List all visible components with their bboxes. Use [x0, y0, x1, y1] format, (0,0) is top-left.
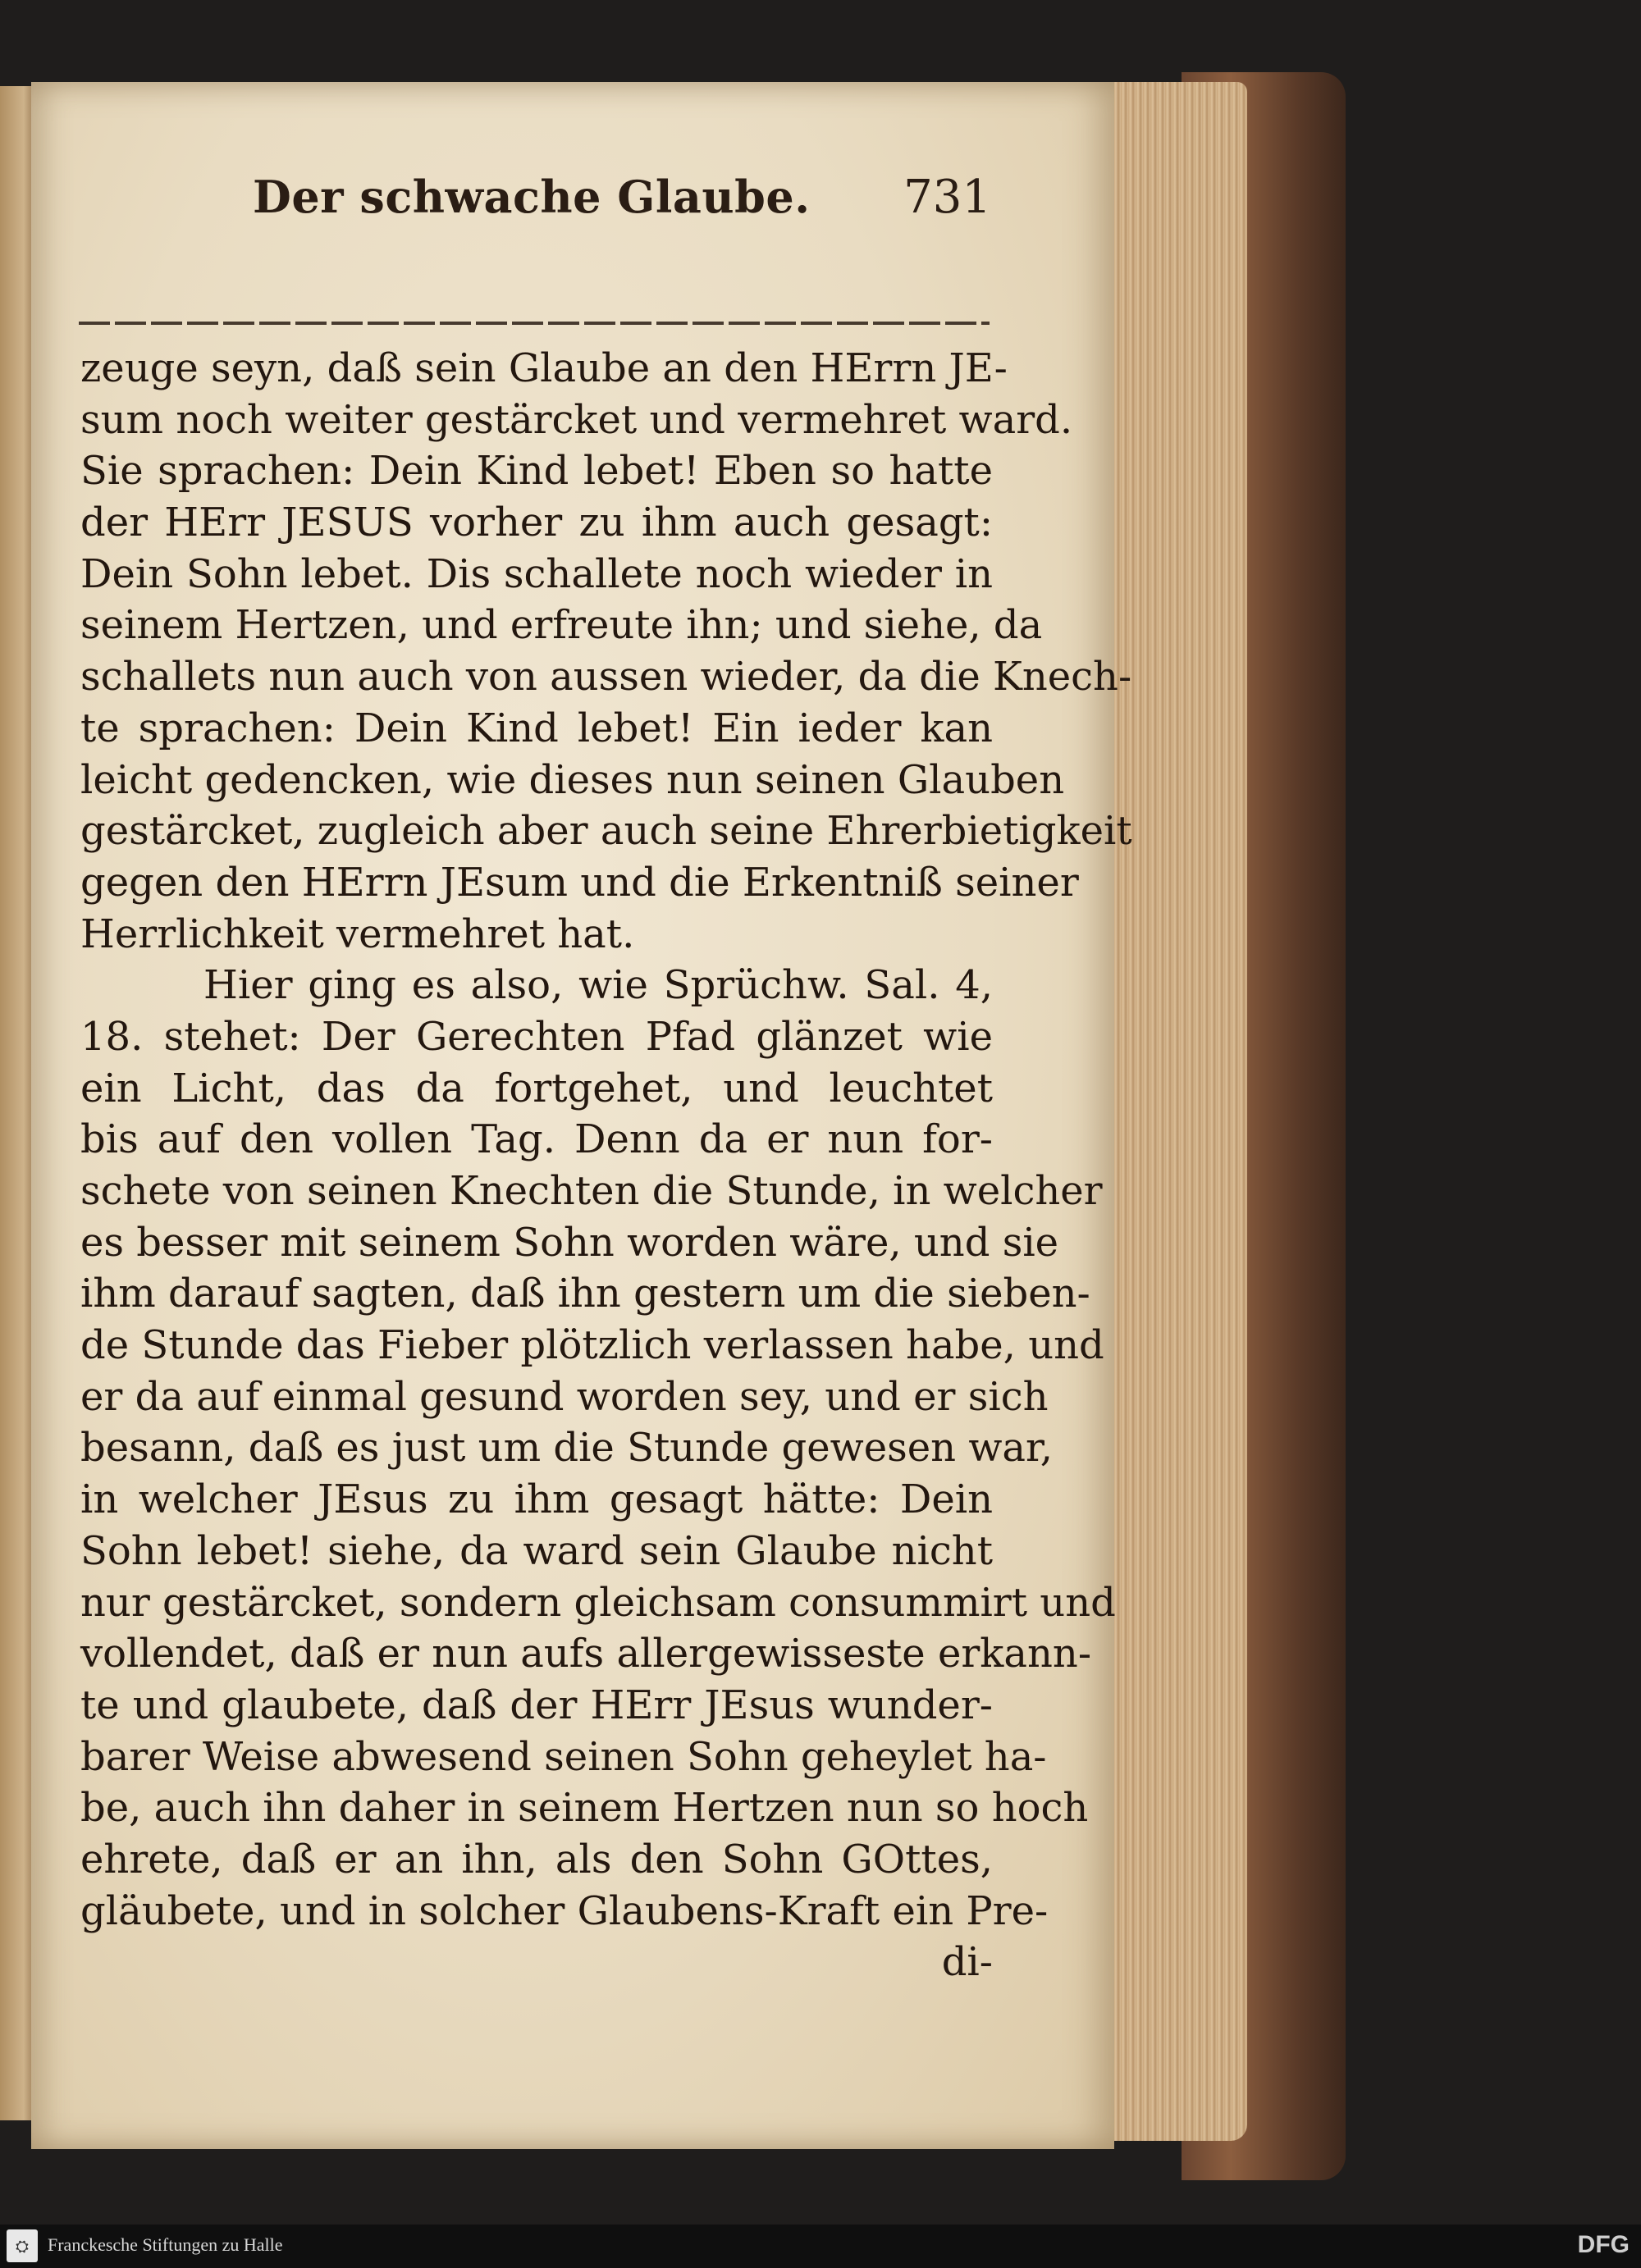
page-block-edges — [1091, 82, 1247, 2141]
text-line: te sprachen: Dein Kind lebet! Ein ieder kan — [80, 705, 993, 751]
text-line: sum noch weiter gestärcket und vermehret ward. — [80, 396, 1073, 443]
catchword: di- — [941, 1939, 993, 1986]
text-line: Herrlichkeit vermehret hat. — [80, 910, 635, 957]
book-page — [31, 82, 1132, 2149]
text-line: zeuge seyn, daß sein Glaube an den HErrn JE- — [80, 345, 1008, 391]
text-line: gegen den HErrn JEsum und die Erkentniß seiner — [80, 859, 1079, 906]
text-line: vollendet, daß er nun aufs allergewisseste erkann- — [80, 1631, 1092, 1677]
text-line: ehrete, daß er an ihn, als den Sohn GOttes, — [80, 1836, 993, 1882]
text-line: be, auch ihn daher in seinem Hertzen nun so hoch — [80, 1785, 1089, 1832]
text-line: schete von seinen Knechten die Stunde, in welcher — [80, 1168, 1103, 1214]
text-line: Sie sprachen: Dein Kind lebet! Eben so hatte — [80, 448, 993, 495]
header-rule — [79, 322, 990, 325]
text-line: besann, daß es just um die Stunde gewesen war, — [80, 1425, 1053, 1472]
text-line: Sohn lebet! siehe, da ward sein Glaube nicht — [80, 1527, 993, 1574]
text-line: nur gestärcket, sondern gleichsam consummirt und — [80, 1579, 1116, 1626]
text-line: schallets nun auch von aussen wieder, da die Knech- — [80, 654, 1132, 700]
text-line: es besser mit seinem Sohn worden wäre, und sie — [80, 1219, 1059, 1266]
text-line: leicht gedencken, wie dieses nun seinen Glauben — [80, 756, 1065, 803]
text-line: in welcher JEsus zu ihm gesagt hätte: Dein — [80, 1476, 993, 1523]
running-title: Der schwache Glaube. — [253, 171, 811, 223]
text-line: bis auf den vollen Tag. Denn da er nun for- — [80, 1116, 993, 1163]
text-line: ein Licht, das da fortgehet, und leuchtet — [80, 1065, 993, 1111]
institution-name: Franckesche Stiftungen zu Halle — [48, 2234, 283, 2255]
page-number: 731 — [903, 171, 991, 224]
viewer-footer — [0, 2225, 1641, 2268]
text-line: te und glaubete, daß der HErr JEsus wunder- — [80, 1682, 993, 1728]
text-line: gestärcket, zugleich aber auch seine Ehrerbietigkeit — [80, 808, 1132, 855]
text-line: der HErr JESUS vorher zu ihm auch gesagt: — [80, 500, 993, 546]
text-line: Hier ging es also, wie Sprüchw. Sal. 4, — [203, 962, 993, 1009]
text-line: Dein Sohn lebet. Dis schallete noch wieder in — [80, 550, 993, 597]
text-line: 18. stehet: Der Gerechten Pfad glänzet wie — [80, 1013, 993, 1060]
text-line: gläubete, und in solcher Glaubens-Kraft ein Pre- — [80, 1887, 1049, 1934]
text-line: seinem Hertzen, und erfreute ihn; und siehe, da — [80, 602, 1043, 649]
dfg-logo: DFG — [1577, 2231, 1630, 2258]
text-line: er da auf einmal gesund worden sey, und er sich — [80, 1373, 1049, 1420]
text-line: barer Weise abwesend seinen Sohn geheylet ha- — [80, 1733, 1047, 1780]
body-text — [80, 343, 1132, 1988]
text-line: de Stunde das Fieber plötzlich verlassen habe, und — [80, 1322, 1104, 1369]
text-line: ihm darauf sagten, daß ihn gestern um die sieben- — [80, 1271, 1090, 1317]
institution-emblem-icon: ⛭ — [7, 2229, 38, 2262]
page-header — [253, 171, 991, 236]
